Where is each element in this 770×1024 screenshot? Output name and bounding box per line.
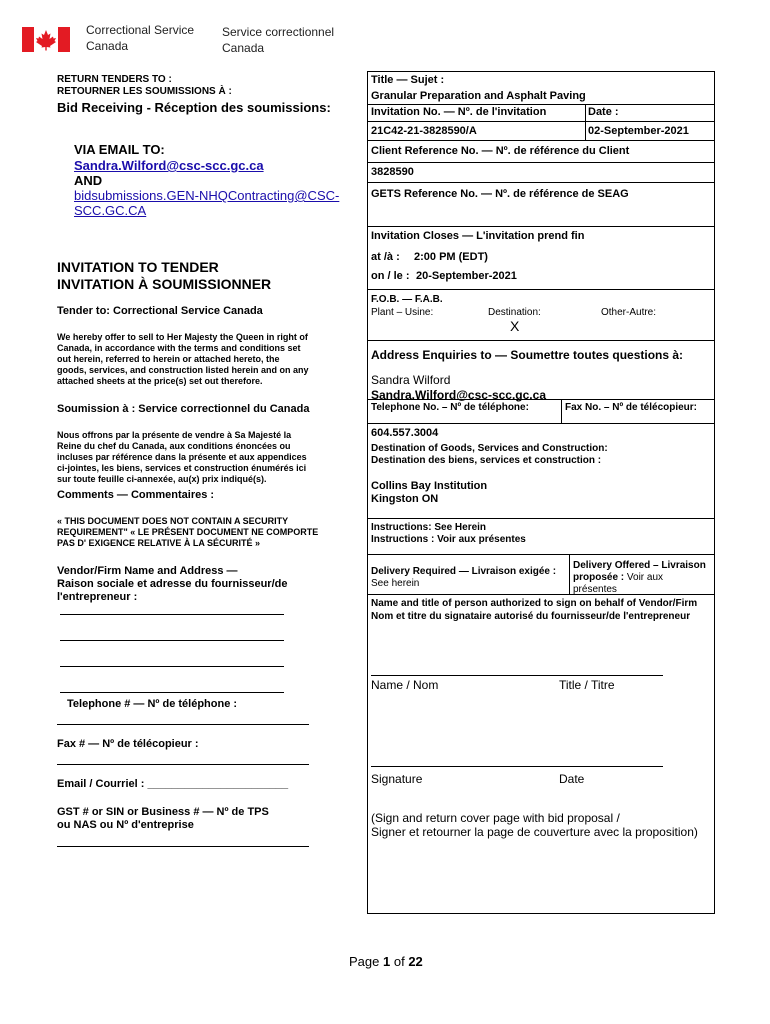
page-prefix: Page [349,954,380,969]
tender-to: Tender to: Correctional Service Canada [57,305,263,317]
vendor-address-line[interactable] [60,666,284,667]
offer-en-line: goods, services, and construction listed herein and on any [57,365,309,375]
and-label: AND [74,173,103,188]
name-title-signature-line[interactable] [371,675,663,676]
dest-goods-fr: Destination des biens, services et construction : [371,455,602,466]
name-label: Name / Nom [371,678,439,692]
invitation-title [57,259,271,292]
vendor-label [57,565,287,604]
dept-name-fr [222,25,334,55]
closes-label: Invitation Closes — L'invitation prend fin [371,230,585,242]
canada-flag-logo [22,27,70,52]
return-tenders-en: RETURN TENDERS TO : [57,74,172,85]
authorized-fr: Nom et titre du signataire autorisé du fournisseur/de l'entrepreneur [371,611,691,622]
fax-label: Fax # — Nº de télécopieur : [57,738,199,750]
vendor-address-line[interactable] [60,640,284,641]
delivery-offered-label2: proposée : [573,572,625,583]
page-number [349,954,423,969]
gets-label: GETS Reference No. — Nº. de référence de SEAG [371,188,629,200]
comments-label: Comments — Commentaires : [57,489,215,501]
at-value: 2:00 PM (EDT) [414,251,488,263]
plant-label: Plant – Usine: [371,307,434,318]
title-field-label: Title / Titre [559,678,615,692]
return-tenders [57,74,232,98]
dest-goods-en: Destination of Goods, Services and Construction: [371,443,608,454]
offer-en-line: We hereby offer to sell to Her Majesty the Queen in right of [57,332,308,342]
authorized-en: Name and title of person authorized to sign on behalf of Vendor/Firm [371,598,698,609]
on-label: on / le : [371,270,410,282]
fax-no-label: Fax No. – Nº de télécopieur: [565,402,698,413]
security-line: « THIS DOCUMENT DOES NOT CONTAIN A SECURITY [57,516,289,526]
contact-name: Sandra Wilford [371,373,451,387]
signature-label: Signature [371,772,423,786]
telephone-label: Telephone # — Nº de téléphone : [67,698,238,710]
email-link-primary[interactable]: Sandra.Wilford@csc-scc.gc.ca [74,158,264,173]
destination-label: Destination: [488,307,541,318]
page-of: of [393,954,405,969]
dest-value [371,480,487,506]
vendor-line: l'entrepreneur : [57,591,138,603]
sign-return-note [371,811,698,839]
delivery-offered [573,560,713,596]
date-value: 02-September-2021 [588,125,689,137]
dept-fr-line2: Canada [222,41,265,55]
sign-return-fr: Signer et retourner la page de couverture avec la proposition) [371,825,698,839]
delivery-offered-value2: présentes [573,584,617,595]
gst-line: ou NAS ou Nº d'entreprise [57,819,194,831]
invitation-title-en: INVITATION TO TENDER [57,259,219,275]
invitation-no-label: Invitation No. — Nº. de l'invitation [371,106,547,118]
authorized-signer [371,598,697,623]
dept-en-line2: Canada [86,39,129,53]
instructions-en: Instructions: See Herein [371,522,487,533]
offer-fr-line: incluses par référence dans la présente et aux appendices [57,452,307,462]
signature-date-label: Date [559,772,585,786]
tel-label: Telephone No. – Nº de téléphone: [371,402,529,413]
security-notice [57,516,357,549]
gst-input-line[interactable] [57,846,309,847]
offer-en-line: attached sheets at the price(s) set out therefore. [57,376,263,386]
fob-label: F.O.B. — F.A.B. [371,294,443,305]
vendor-address-line[interactable] [60,692,284,693]
destination-checkmark: X [510,318,520,334]
gst-label [57,806,269,832]
instructions [371,522,526,546]
dept-name-en [86,23,194,53]
dest-goods-label [371,443,608,467]
security-line: PAS D' EXIGENCE RELATIVE À LA SÉCURITÉ » [57,538,261,548]
dept-fr-line1: Service correctionnel [222,25,335,39]
date-label: Date : [588,106,619,118]
title-label: Title — Sujet : [371,74,445,86]
email2-line1: bidsubmissions.GEN-NHQContracting@CSC- [74,188,340,203]
offer-en [57,332,357,387]
dept-en-line1: Correctional Service [86,23,195,37]
vendor-line: Vendor/Firm Name and Address — [57,565,238,577]
offer-fr-line: Reine du chef du Canada, aux conditions énoncées ou [57,441,291,451]
gst-line: GST # or SIN or Business # — Nº de TPS [57,806,269,818]
dest-value-line2: Kingston ON [371,493,439,505]
email2-line2: SCC.GC.CA [74,203,147,218]
delivery-required-label: Delivery Required — Livraison exigée : [371,566,557,577]
signature-line[interactable] [371,766,663,767]
return-tenders-fr: RETOURNER LES SOUMISSIONS À : [57,86,232,97]
on-value: 20-September-2021 [416,270,517,282]
soumission-label: Soumission à : Service correctionnel du Canada [57,403,310,415]
client-ref-value: 3828590 [371,166,414,178]
client-ref-label: Client Reference No. — Nº. de référence du Client [371,145,630,157]
invitation-title-fr: INVITATION À SOUMISSIONNER [57,276,272,292]
page-total: 22 [408,954,423,969]
offer-fr-line: Nous offrons par la présente de vendre à Sa Majesté la [57,430,292,440]
delivery-offered-label: Delivery Offered – Livraison [573,560,706,571]
vendor-line: Raison sociale et adresse du fournisseur/de [57,578,288,590]
contact-email[interactable]: Sandra.Wilford@csc-scc.gc.ca [371,388,546,402]
via-email-label: VIA EMAIL TO: [74,142,165,157]
security-line: REQUIREMENT" « LE PRÉSENT DOCUMENT NE COMPORTE [57,527,319,537]
offer-fr-line: sur toute feuille ci-annexée, au(x) prix indiqué(s). [57,474,267,484]
sign-return-en: (Sign and return cover page with bid proposal / [371,811,620,825]
fax-line[interactable] [57,764,309,765]
tel-value: 604.557.3004 [371,427,439,439]
other-label: Other-Autre: [601,307,657,318]
offer-fr [57,430,357,485]
offer-en-line: out herein, referred to herein or attached hereto, the [57,354,280,364]
email-field-label: Email / Courriel : _______________________ [57,778,289,790]
email-link-secondary[interactable] [74,188,339,218]
bid-receiving: Bid Receiving - Réception des soumissions: [57,100,331,115]
at-label: at /à : [371,251,400,263]
page-current: 1 [383,954,391,969]
dest-value-line1: Collins Bay Institution [371,480,488,492]
vendor-address-line[interactable] [60,614,284,615]
enquiries-label: Address Enquiries to — Soumettre toutes questions à: [371,348,684,362]
instructions-fr: Instructions : Voir aux présentes [371,534,526,545]
title-value: Granular Preparation and Asphalt Paving [371,90,586,102]
offer-fr-line: ci-jointes, les biens, services et construction énumérés ici [57,463,307,473]
delivery-offered-value: Voir aux [626,572,664,583]
delivery-required-value: See herein [371,578,420,589]
offer-en-line: Canada, in accordance with the terms and conditions set [57,343,301,353]
telephone-line[interactable] [57,724,309,725]
invitation-no-value: 21C42-21-3828590/A [371,125,477,137]
maple-leaf-icon [22,27,70,52]
